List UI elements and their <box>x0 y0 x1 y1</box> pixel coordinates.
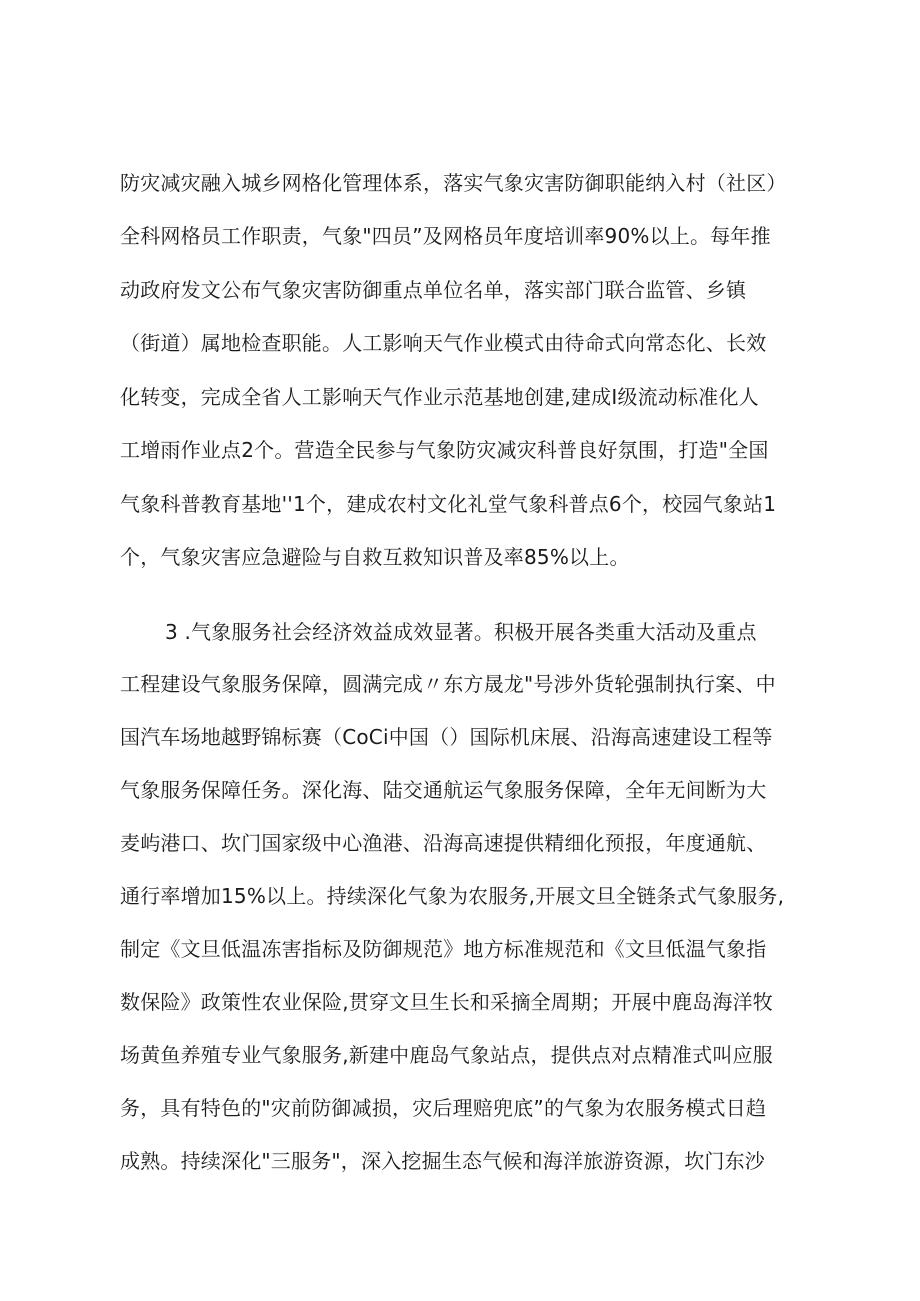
text-line: 全科网格员工作职责，气象"四员”及网格员年度培训率90%以上。每年推 <box>120 224 771 248</box>
text-line: 务，具有特色的"灾前防御减损，灾后理赔兜底”的气象为农服务模式日趋 <box>120 1096 767 1120</box>
text-line: 工增雨作业点2个。营造全民参与气象防灾减灾科普良好氛围，打造"全国 <box>120 438 769 462</box>
text-line: 防灾减灾融入城乡网格化管理体系，落实气象灾害防御职能纳入村（社区） <box>120 171 787 195</box>
text-line: 工程建设气象服务保障，圆满完成〃东方晟龙"号涉外货轮强制执行案、中 <box>120 672 776 696</box>
text-line: 成熟。持续深化"三服务"，深入挖掘生态气候和海洋旅游资源，坎门东沙 <box>120 1149 765 1173</box>
text-line: 气象服务保障任务。深化海、陆交通航运气象服务保障，全年无间断为大 <box>120 778 767 802</box>
text-line: 国汽车场地越野锦标赛（CoCi中国（）国际机床展、沿海高速建设工程等 <box>120 725 773 749</box>
text-line: 气象科普教育基地''1个，建成农村文化礼堂气象科普点6个，校园气象站1 <box>120 492 777 516</box>
text-line: 通行率增加15%以上。持续深化气象为农服务,开展文旦全链条式气象服务, <box>120 884 785 908</box>
text-line: 化转变，完成全省人工影响天气作业示范基地创建,建成I级流动标准化人 <box>120 385 759 409</box>
text-line: 个，气象灾害应急避险与自救互救知识普及率85%以上。 <box>120 545 630 569</box>
text-line: （街道）属地检查职能。人工影响天气作业模式由待命式向常态化、长效 <box>120 331 767 355</box>
text-line: 制定《文旦低温冻害指标及防御规范》地方标准规范和《文旦低温气象指 <box>120 937 767 961</box>
text-line: 动政府发文公布气象灾害防御重点单位名单，落实部门联合监管、乡镇 <box>120 278 747 302</box>
text-line: 场黄鱼养殖专业气象服务,新建中鹿岛气象站点，提供点对点精准式叫应服 <box>120 1043 773 1067</box>
text-line: 数保险》政策性农业保险,贯穿文旦生长和采摘全周期；开展中鹿岛海洋牧 <box>120 990 773 1014</box>
text-line: 麦屿港口、坎门国家级中心渔港、沿海高速提供精细化预报，年度通航、 <box>120 831 767 855</box>
text-line: 3 .气象服务社会经济效益成效显著。积极开展各类重大活动及重点 <box>165 620 757 644</box>
